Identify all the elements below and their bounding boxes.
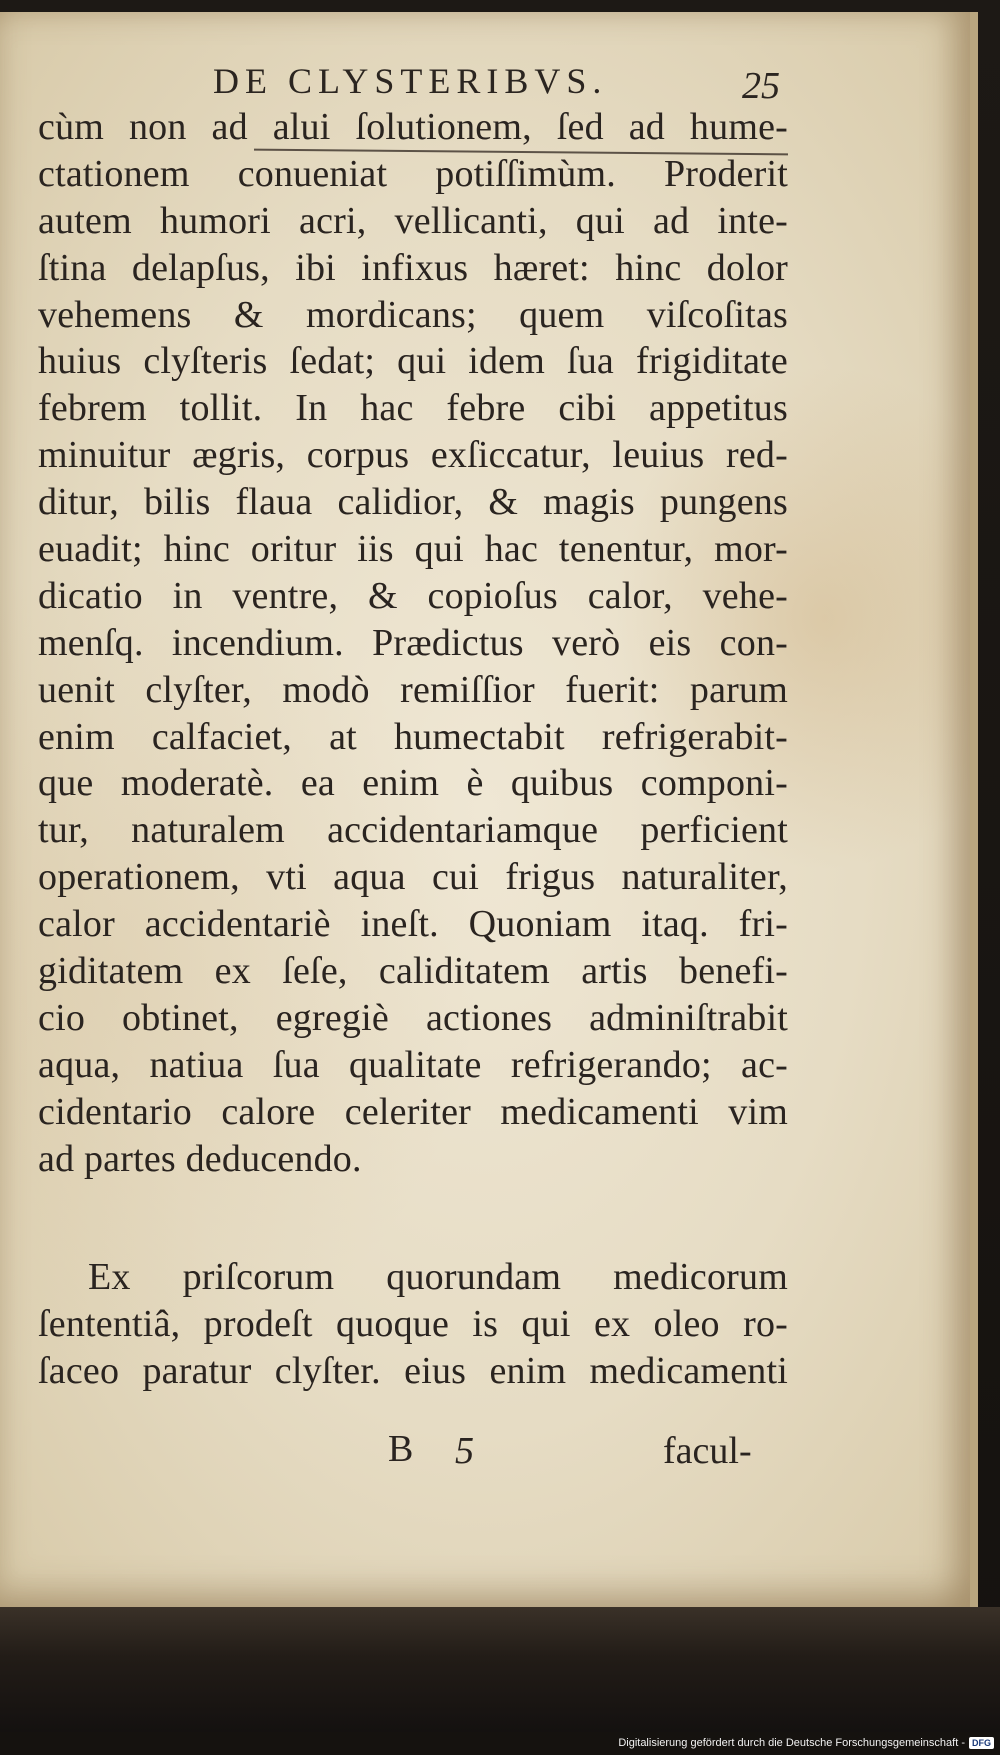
running-head bbox=[0, 60, 970, 110]
paragraph-gap bbox=[38, 1182, 788, 1254]
text-line: euadit; hinc oritur iis qui hac tenentur, mor- bbox=[38, 528, 788, 571]
page-bottom-edge bbox=[0, 1607, 1000, 1732]
text-line: vehemens & mordicans; quem viſcoſitas bbox=[38, 293, 788, 336]
text-line: ſententiâ, prodeſt quoque is qui ex oleo ro- bbox=[38, 1303, 788, 1346]
text-line: cio obtinet, egregiè actiones adminiſtrabit bbox=[38, 996, 788, 1039]
digitization-credit bbox=[618, 1737, 994, 1749]
text-line: minuitur ægris, corpus exſiccatur, leuius red- bbox=[38, 434, 788, 477]
signature-number: 5 bbox=[455, 1430, 474, 1472]
text-line: uenit clyſter, modò remiſſior fuerit: parum bbox=[38, 668, 788, 711]
catchword: facul- bbox=[663, 1430, 752, 1472]
text-line: cùm non ad alui ſolutionem, ſed ad hume- bbox=[38, 106, 788, 148]
signature-line bbox=[0, 1427, 970, 1477]
text-line: cidentario calore celeriter medicamenti vim bbox=[38, 1090, 788, 1133]
book-page bbox=[0, 12, 978, 1607]
text-line: giditatem ex ſeſe, caliditatem artis benefi- bbox=[38, 950, 788, 993]
text-line: operationem, vti aqua cui frigus naturaliter, bbox=[38, 856, 788, 899]
text-line: dicatio in ventre, & copioſus calor, vehe- bbox=[38, 574, 788, 617]
text-line: aqua, natiua ſua qualitate refrigerando; ac- bbox=[38, 1043, 788, 1086]
running-title: DE CLYSTERIBVS. bbox=[213, 61, 608, 101]
text-line: enim calfaciet, at humectabit refrigerabit- bbox=[38, 715, 788, 758]
text-line: ad partes deducendo. bbox=[38, 1137, 362, 1180]
text-line: ſtina delapſus, ibi infixus hæret: hinc dolor bbox=[38, 246, 788, 289]
text-line: tur, naturalem accidentariamque perficient bbox=[38, 809, 788, 852]
text-line: ditur, bilis flaua calidior, & magis pungens bbox=[38, 481, 788, 524]
credit-text: Digitalisierung gefördert durch die Deutsche Forschungsgemeinschaft - bbox=[618, 1737, 965, 1749]
text-line: menſq. incendium. Prædictus verò eis con- bbox=[38, 621, 788, 664]
text-line: ſaceo paratur clyſter. eius enim medicamenti bbox=[38, 1350, 788, 1393]
page-number: 25 bbox=[742, 65, 780, 107]
text-line: autem humori acri, vellicanti, qui ad inte- bbox=[38, 199, 788, 242]
text-line: huius clyſteris ſedat; qui idem ſua frigiditate bbox=[38, 340, 788, 383]
text-line: calor accidentariè ineſt. Quoniam itaq. fri- bbox=[38, 903, 788, 946]
dfg-logo: DFG bbox=[969, 1737, 994, 1749]
text-line: Ex priſcorum quorundam medicorum bbox=[88, 1256, 788, 1299]
text-line: que moderatè. ea enim è quibus componi- bbox=[38, 762, 788, 805]
text-line: febrem tollit. In hac febre cibi appetitus bbox=[38, 387, 788, 430]
text-line: ctationem conueniat potiſſimùm. Proderit bbox=[38, 152, 788, 195]
body-text bbox=[38, 104, 788, 1395]
signature-mark: B bbox=[388, 1428, 414, 1470]
